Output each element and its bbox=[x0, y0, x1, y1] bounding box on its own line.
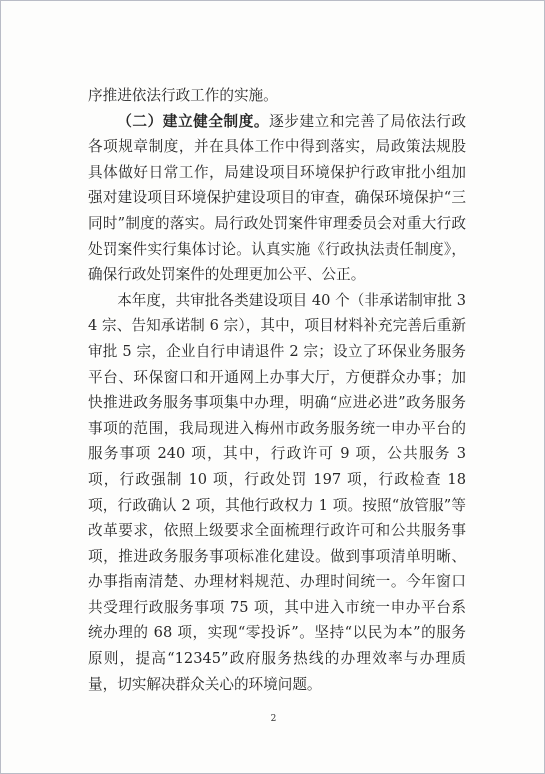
page-number: 2 bbox=[270, 714, 277, 724]
paragraph-continuation: 序推进依法行政工作的实施。 bbox=[88, 87, 278, 104]
section-body: 逐步建立和完善了局依法行政各项规章制度，并在具体工作中得到落实，局政策法规股具体做好日常工作，局建设项目环境保护行政审批小组加强对建设项目环境保护建设项目的审查，确保环境保护“三同时”制度的落实。局行政处罚案件审理委员会对重大行政处罚案件实行集体讨论。认真实施《行政执法责任制度》，确保行政处罚案件的处理更加公平、公正。 bbox=[88, 112, 466, 284]
section-heading: （二）建立健全制度。 bbox=[117, 112, 270, 130]
document-body bbox=[88, 83, 466, 697]
paragraph-annual-approval: 本年度，共审批各类建设项目 40 个（非承诺制审批 34 宗、告知承诺制 6 宗），其中，项目材料补充完善后重新审批 5 宗，企业自行申请退件 2 宗；设立了环保业务服务平台、环保窗口和开通网上办事大厅，方便群众办事；加快推进政务服务事项集中办理，明确“应进必进”政务服务事项的范围，我局现进入梅州市政务服务统一申办平台的服务事项 240 项，其中，行政许可 9 项，公共服务 3 项，行政强制 10 项，行政处罚 197 项，行政检查 18 项，行政确认 2 项，其他行政权力 1 项。按照“放管服”等改革要求，依照上级要求全面梳理行政许可和公共服务事项，推进政务服务事项标准化建设。做到事项清单明晰、办事指南清楚、办理材料规范、办理时间统一。今年窗口共受理行政服务事项 75 项，其中进入市统一申办平台系统办理的 68 项，实现“零投诉”。坚持“以民为本”的服务原则，提高“12345”政府服务热线的办理效率与办理质量，切实解决群众关心的环境问题。 bbox=[88, 291, 466, 693]
paragraph-system-building bbox=[88, 109, 466, 288]
